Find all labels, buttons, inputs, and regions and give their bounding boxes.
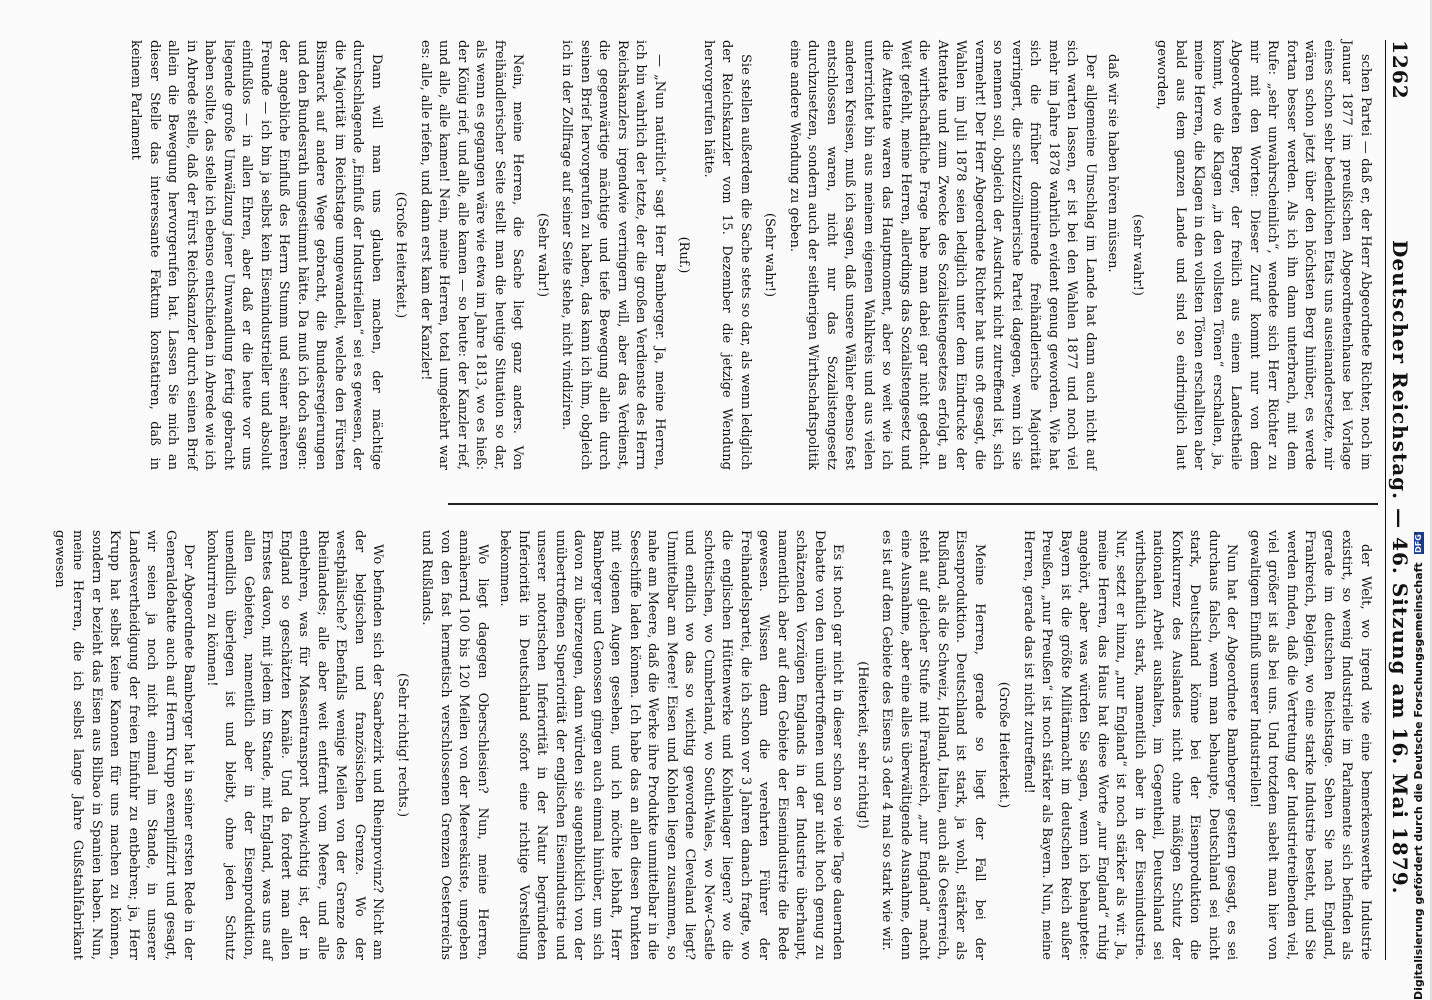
rotated-page-content xyxy=(52,0,1432,1000)
interjection: (Heiterkeit, sehr richtig!) xyxy=(855,661,870,829)
paragraph: Nein, meine Herren, die Sache liegt ganz anders. Von freihändlerischer Seite stellt man die heutige Situation so dar, als wenn es gegangen wäre wie etwa im Jahre 1813, wo es hieß: der König rief, und alle, alle kamen — so heute: der Kanzler rief, und alle, alle kamen! Nein, meine Herren, total umgekehrt war es: alle, alle riefen, und dann erst kam der Kanzler! xyxy=(418,40,526,470)
paragraph: Der allgemeine Umschlag im Lande hat dann auch nicht auf sich warten lassen, er ist bei den Wahlen 1877 und noch viel mehr im Jahre 1878 wahrlich evident genug geworden. Wie hat sich die früher dominirende freihändlerische Majorität verringert, die schutzzöllnerische Partei dagegen, wenn ich sie so nennen soll, obgleich der Ausdruck nicht zutreffend ist, sich vermehrt! Der Herr Abgeordnete Richter hat uns oft gesagt, die Wahlen im Juli 1878 seien lediglich unter dem Eindrucke der Attentate und zum Zwecke des Sozialistengesetzes erfolgt, an die wirthschaftliche Frage habe man dabei gar nicht gedacht. Weit gefehlt, meine Herren, allerdings das Sozialistengesetz und die Attentate waren das Hauptmoment, aber so weit wie ich unterrichtet bin aus meinem eigenen Wahlkreis und aus vielen anderen Kreisen, muß ich sagen, daß unsere Wähler ebenso fest entschlossen waren, nicht nur das Sozialistengesetz durchzusetzen, sondern auch der seitherigen Wirthschaftspolitik eine andere Wendung zu geben. xyxy=(787,40,1098,470)
interjection: (sehr wahr!) xyxy=(1130,214,1145,296)
paragraph: Meine Herren, gerade so liegt der Fall bei der Eisenproduktion. Deutschland ist stark, ja wohl, stärker als Rußland, als die Schweiz, Holland, Italien, auch als Oesterreich, steht auf gleicher Stufe mit Frankreich, „nur England“ macht eine Ausnahme, aber eine alles überwältigende Ausnahme, denn es ist auf dem Gebiete des Eisens 3 oder 4 mal so stark wie wir. xyxy=(879,530,987,960)
paragraph: Es ist noch gar nicht in dieser schon so viele Tage dauernden Debatte von den unübertroffenen und gar nicht hoch genug zu schätzenden Vorzügen Englands in der Industrie überhaupt, namentlich aber auf dem Gebiete der Eisenindustrie die Rede gewesen. Wissen denn die verehrten Führer der Freihandelspartei, die ich schon vor 3 Jahren danach fragte, wo die englischen Hüttenwerke und Kohlenlager liegen? wo die schottischen, wo Cumberland, wo South-Wales, wo New-Castle und endlich wo das so wichtig gewordene Cleveland liegt? Unmittelbar am Meere! Eisen und Kohlen liegen zusammen, so nahe am Meere, daß die Werke ihre Produkte unmittelbar in die Seeschiffe laden können. Ich habe das an allen diesen Punkten mit eigenen Augen gesehen, und ich möchte lebhaft, Herr Bamberger und Genossen gingen auch einmal hinüber, um sich davon zu überzeugen, dann würden sie augenblicklich von der unübertroffenen Superiorität der englischen Eisenindustrie und unserer notorischen Inferiorität in der Natur begründeten Inferiorität in Deutschland sofort eine richtige Vorstellung bekommen. xyxy=(497,530,846,960)
interjection: (Ruf.) xyxy=(676,236,692,274)
page-number: 1262 xyxy=(1388,40,1412,100)
paragraph: Wo befinden sich der Saarbezirk und Rheinprovinz? Nicht am der belgischen und französischen Grenze. Wo der westphälische? Ebenfalls wenige Meilen von der Grenze des Rheinlandes; alle aber weit entfernt vom Meere, und alle entbehren, was für Massentransport hochwichtig ist, der in England so geschätzten Kanäle. Und da fordert man allen Ernstes davon, mit jedem im Stande, mit England, was uns auf allen Gebieten, namentlich aber in der Eisenproduktion, unendlich überlegen ist und bleibt, ohne jeden Schutz konkurriren zu können! xyxy=(204,530,386,960)
header-title: Deutscher Reichstag. — 46. Sitzung am 16. Mai 1879. xyxy=(1388,240,1412,895)
paragraph: daß wir sie haben hören müssen. xyxy=(1105,54,1121,273)
paragraph: der Welt, wo irgend wie eine bemerkenswerthe Industrie existirt, so wenig Industrielle im Parlamente sich befinden als gerade im deutschen Reichstage. Sehen Sie nach England, Frankreich, Belgien, wo eine starke Industrie besteht, und Sie werden finden, daß die Vertretung der Industrietreibenden viel, viel größer ist als bei uns. Und trotzdem sabelt man hier von gewaltigem Einfluß unserer Industriellen! xyxy=(1247,530,1373,960)
interjection: (Große Heiterkeit.) xyxy=(996,681,1012,809)
paragraph: Sie stellen außerdem die Sache stets so dar, als wenn lediglich der Reichskanzler vom 15. Dezember die jetzige Wendung hervorgerufen hätte. xyxy=(701,40,753,470)
paragraph: schen Partei — daß er, der Herr Abgeordnete Richter, noch im Januar 1877 im preußischen Abgeordnetenhause bei Vorlage eines schon sehr bedenklichen Etats uns auseinandersetzte, mir wären schon jetzt über den höchsten Berg hinüber, es werde fortan besser werden. Als ich ihn dann unterbrach, mit dem Rufe: „sehr unwahrscheinlich“, wendete sich Herr Richter zu mir mit den Worten: Dieser Zuruf kommt nur von dem Abgeordneten Berger, der freilich aus einem Landestheile kommt, wo die Klagen „in den vollsten Tönen“ erschallen, ja, meine Herren, die Klagen in den vollsten Tönen erschallten aber bald aus dem ganzen Lande und sind so eindringlich laut geworden, xyxy=(1154,40,1373,470)
left-text-column xyxy=(122,40,1374,470)
interjection: (Sehr richtig! rechts.) xyxy=(395,672,410,818)
right-text-column xyxy=(46,530,1375,960)
digitization-credit xyxy=(1412,20,1425,1000)
digitization-credit-text: Digitalisierung gefördert durch die Deutsche Forschungsgemeinschaft xyxy=(1412,562,1425,1000)
paragraph: — „Nun natürlich“ sagt Herr Bamberger. Ja, meine Herren, ich bin wahrlich der letzte, der die großen Verdienste des Herrn Reichskanzlers irgendwie verringern will, aber das Verdienst, die gegenwärtige mächtige und tiefe Bewegung allein durch seinen Brief hervorgerufen zu haben, das kann ich ihm, obgleich ich in der Zollfrage auf seiner Seite stehe, nicht vindiziren. xyxy=(559,40,667,470)
running-header xyxy=(1385,40,1414,960)
paragraph: Dann will man uns glauben machen, der mächtige durchschlagende „Einfluß der Industriellen“ sei es gewesen, der die Majorität im Reichstage umgewandelt, welche den Fürsten Bismarck auf andere Wege gebracht, die Bundesregierungen und den Bundesrath umgestimmt hätte. Da muß ich doch sagen: der angebliche Einfluß des Herrn Stumm und seiner näheren Freunde — ich bin ja selbst kein Eisenindustrieller und absolut einflußlos — in allen Ehren, aber daß er die heute vor uns liegende große Umwälzung jener Umwandlung fertig gebracht haben sollte, das stelle ich ebenso entschieden in Abrede wie ich in Abrede stelle, daß der Fürst Reichskanzler durch seinen Brief allein die Bewegung hervorgerufen hat. Lassen Sie mich an dieser Stelle das interessante Faktum konstatiren, daß in keinem Parlament xyxy=(128,40,384,470)
interjection: (Sehr wahr!) xyxy=(762,212,778,298)
interjection: (Große Heiterkeit.) xyxy=(393,191,409,319)
paragraph: Nun hat der Abgeordnete Bamberger gestern gesagt, es sei durchaus falsch, wenn man behaupte, Deutschland sei nicht stark, Deutschland könne bei der Eisenproduktion die Konkurrenz des Auslandes nicht ohne mäßigen Schutz der nationalen Arbeit aushalten, im Gegentheil, Deutschland sei wirthschaftlich stark, namentlich aber in der Eisenindustrie. Nur, setzt er hinzu, „nur England“ ist noch stärker als wir. Ja, meine Herren, das Haus hat diese Worte „nur England“ ruhig angehört, aber was würden Sie sagen, wenn ich behauptete: Bayern ist die größte Militärmacht im deutschen Reich außer Preußen, „nur Preußen“ ist noch stärker als Bayern. Nun, meine Herren, gerade das ist nicht zutreffend! xyxy=(1021,530,1240,960)
dfg-logo: DFG xyxy=(1414,534,1423,553)
interjection: (Sehr wahr!) xyxy=(535,212,550,298)
paragraph: Wo liegt dagegen Oberschlesien? Nun, meine Herren, annähernd 100 bis 120 Meilen von der Meeresküste, umgeben von den fast hermetisch verschlossenen Grenzen Oesterreichs und Rußlands. xyxy=(419,530,490,960)
column-divider xyxy=(448,503,1378,505)
paragraph: Der Abgeordnete Bamberger hat in seiner ersten Rede in der Generaldebatte auch auf Herrn Krupp exemplifizirt und gesagt, wir seien ja noch nicht einmal im Stande, in unserer Landesvertheidigung der freien Einfuhr zu entbehren; ja, Herr Krupp hat selbst keine Kanonen für uns machen zu können, sondern er bezieht das Eisen aus Bilbao in Spanien haben. Nun, meine Herren, die ich selbst lange Jahre Gußstahlfabrikant gewesen xyxy=(52,530,197,960)
